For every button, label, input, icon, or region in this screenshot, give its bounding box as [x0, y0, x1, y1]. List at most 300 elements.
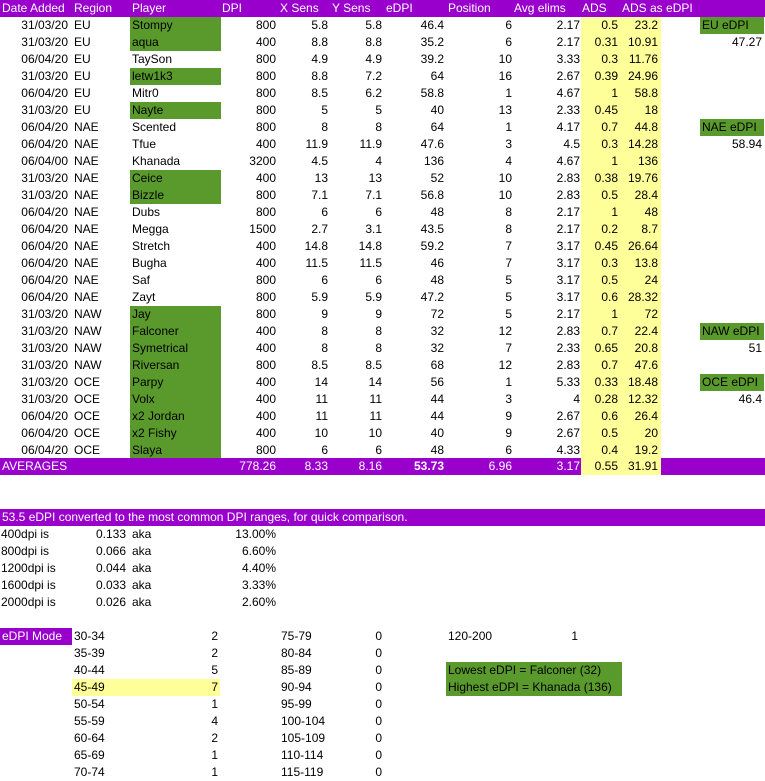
cell-dpi: 800	[255, 86, 276, 100]
cell-x-sens: 8.5	[311, 358, 328, 372]
region-edpi-label: NAW eDPI	[700, 323, 764, 340]
cell-player: Slaya	[130, 442, 221, 459]
cell-position: 12	[498, 324, 512, 338]
cell-avg-elims: 2.67	[556, 409, 580, 423]
cell-player: Bizzle	[130, 187, 221, 204]
column-header: ADS as eDPI	[622, 1, 693, 15]
highest-edpi: Highest eDPI = Khanada (136)	[446, 679, 622, 696]
column-header: Position	[448, 1, 491, 15]
cell-ads-edpi: 19.76	[627, 171, 658, 185]
cell-ads: 0.28	[594, 392, 618, 406]
cell-date: 31/03/20	[21, 18, 68, 32]
cell-y-sens: 6	[375, 443, 382, 457]
column-header: eDPI	[386, 1, 413, 15]
cell-ads-edpi: 136	[637, 154, 658, 168]
conv-value: 0.133	[95, 527, 126, 541]
cell-dpi: 3200	[249, 154, 276, 168]
cell-date: 06/04/20	[21, 52, 68, 66]
cell-region: EU	[74, 86, 91, 100]
cell-edpi: 64	[430, 120, 444, 134]
cell-ads: 0.39	[594, 69, 618, 83]
cell-date: 06/04/20	[21, 443, 68, 457]
cell-date: 06/04/20	[21, 222, 68, 236]
cell-date: 06/04/00	[21, 154, 68, 168]
cell-dpi: 400	[255, 409, 276, 423]
conv-aka: aka	[132, 578, 152, 592]
cell-ads-edpi: 47.6	[634, 358, 658, 372]
cell-y-sens: 6	[375, 273, 382, 287]
cell-date: 06/04/20	[21, 426, 68, 440]
conv-label: 800dpi is	[1, 544, 50, 558]
cell-x-sens: 8.8	[311, 69, 328, 83]
column-header: Date Added	[2, 1, 65, 15]
cell-x-sens: 5.9	[311, 290, 328, 304]
cell-player: Stretch	[132, 239, 171, 253]
cell-position: 9	[505, 409, 512, 423]
cell-date: 31/03/20	[21, 35, 68, 49]
mode-range: 70-74	[74, 765, 105, 779]
cell-dpi: 800	[255, 307, 276, 321]
cell-ads-edpi: 22.4	[634, 324, 658, 338]
cell-position: 6	[505, 18, 512, 32]
mode-range: 110-114	[281, 748, 324, 762]
cell-avg-elims: 2.67	[556, 69, 580, 83]
cell-ads-edpi: 11.76	[628, 52, 658, 66]
cell-y-sens: 6	[375, 205, 382, 219]
cell-edpi: 48	[430, 273, 444, 287]
cell-dpi: 800	[255, 69, 276, 83]
conv-value: 0.066	[95, 544, 126, 558]
cell-y-sens: 14	[368, 375, 382, 389]
cell-region: NAW	[74, 307, 102, 321]
cell-avg-elims: 2.17	[556, 205, 580, 219]
cell-avg-elims: 3.17	[556, 239, 580, 253]
cell-y-sens: 7.2	[365, 69, 382, 83]
cell-dpi: 400	[255, 392, 276, 406]
cell-region: EU	[74, 35, 91, 49]
cell-date: 31/03/20	[21, 307, 68, 321]
cell-ads: 0.45	[594, 103, 618, 117]
cell-edpi: 43.5	[420, 222, 444, 236]
cell-edpi: 136	[423, 154, 444, 168]
mode-count: 0	[375, 765, 382, 779]
mode-range: 55-59	[74, 714, 105, 728]
mode-count: 0	[375, 680, 382, 694]
cell-region: OCE	[74, 375, 101, 389]
region-edpi-label: OCE eDPI	[700, 374, 764, 391]
cell-dpi: 400	[255, 341, 276, 355]
cell-avg-elims: 2.83	[556, 358, 580, 372]
mode-range: 35-39	[74, 646, 105, 660]
cell-player: Dubs	[132, 205, 161, 219]
cell-edpi: 46	[430, 256, 444, 270]
cell-y-sens: 11	[369, 409, 382, 423]
cell-region: NAE	[74, 171, 99, 185]
cell-position: 13	[498, 103, 512, 117]
lowest-edpi: Lowest eDPI = Falconer (32)	[446, 662, 622, 679]
cell-edpi: 46.4	[420, 18, 444, 32]
cell-region: EU	[74, 18, 91, 32]
avg-ads: 0.55	[594, 459, 618, 473]
mode-range: 65-69	[74, 748, 105, 762]
cell-edpi: 58.8	[420, 86, 444, 100]
conv-value: 0.044	[95, 561, 126, 575]
cell-dpi: 400	[255, 426, 276, 440]
cell-position: 16	[498, 69, 512, 83]
cell-avg-elims: 4.67	[556, 86, 580, 100]
cell-player: Mitr0	[132, 86, 159, 100]
cell-dpi: 400	[255, 375, 276, 389]
cell-player: letw1k3	[130, 68, 221, 85]
cell-position: 4	[505, 154, 512, 168]
cell-dpi: 400	[255, 35, 276, 49]
cell-ads: 0.5	[601, 188, 618, 202]
cell-x-sens: 8	[321, 120, 328, 134]
conv-aka: aka	[132, 527, 152, 541]
mode-range: 100-104	[281, 714, 326, 728]
conv-percent: 4.40%	[241, 561, 276, 575]
cell-ads-edpi: 10.91	[627, 35, 658, 49]
cell-position: 7	[505, 256, 512, 270]
cell-region: OCE	[74, 409, 101, 423]
cell-position: 10	[498, 188, 512, 202]
region-edpi-label: EU eDPI	[700, 17, 764, 34]
cell-y-sens: 11	[369, 392, 382, 406]
cell-edpi: 44	[430, 409, 444, 423]
mode-count: 0	[375, 646, 382, 660]
mode-count: 0	[375, 697, 382, 711]
conv-percent: 6.60%	[241, 544, 276, 558]
conv-aka: aka	[132, 561, 152, 575]
conversion-title-bar	[0, 509, 765, 526]
cell-player: Symetrical	[130, 340, 221, 357]
cell-region: NAE	[74, 154, 99, 168]
cell-dpi: 800	[255, 273, 276, 287]
cell-position: 5	[505, 290, 512, 304]
mode-range: 40-44	[74, 663, 105, 677]
mode-range: 105-109	[281, 731, 326, 745]
cell-date: 06/04/20	[21, 239, 68, 253]
cell-ads-edpi: 24	[644, 273, 658, 287]
conv-aka: aka	[132, 595, 152, 609]
cell-avg-elims: 2.17	[556, 35, 580, 49]
cell-player: Saf	[132, 273, 151, 287]
cell-player: Bugha	[132, 256, 167, 270]
cell-dpi: 800	[255, 290, 276, 304]
column-header: DPI	[222, 1, 243, 15]
conv-percent: 13.00%	[235, 527, 276, 541]
cell-ads-edpi: 26.64	[627, 239, 658, 253]
cell-avg-elims: 2.33	[556, 103, 580, 117]
mode-count: 1	[571, 629, 578, 643]
mode-count: 1	[211, 765, 218, 779]
cell-dpi: 400	[255, 137, 276, 151]
cell-position: 6	[505, 35, 512, 49]
cell-player: x2 Jordan	[130, 408, 221, 425]
cell-ads: 0.3	[601, 256, 618, 270]
cell-player: x2 Fishy	[130, 425, 221, 442]
cell-edpi: 48	[430, 205, 444, 219]
cell-player: Nayte	[130, 102, 221, 119]
cell-dpi: 400	[255, 324, 276, 338]
cell-position: 3	[505, 137, 512, 151]
cell-x-sens: 14	[314, 375, 328, 389]
cell-ads: 0.3	[601, 52, 618, 66]
cell-ads: 1	[611, 154, 618, 168]
cell-avg-elims: 4.67	[556, 154, 580, 168]
cell-date: 06/04/20	[21, 86, 68, 100]
cell-dpi: 800	[255, 443, 276, 457]
cell-ads: 0.33	[594, 375, 618, 389]
cell-y-sens: 5.9	[365, 290, 382, 304]
cell-avg-elims: 2.83	[556, 324, 580, 338]
cell-x-sens: 8	[321, 324, 328, 338]
mode-range: 90-94	[281, 680, 312, 694]
cell-y-sens: 5	[375, 103, 382, 117]
conv-label: 2000dpi is	[1, 595, 56, 609]
cell-x-sens: 5.8	[311, 18, 328, 32]
mode-range: 115-119	[281, 765, 324, 779]
cell-dpi: 800	[255, 205, 276, 219]
cell-avg-elims: 4.5	[563, 137, 580, 151]
cell-y-sens: 8	[375, 341, 382, 355]
region-edpi-value: 46.4	[738, 392, 762, 406]
cell-dpi: 800	[255, 120, 276, 134]
cell-edpi: 52	[430, 171, 444, 185]
mode-count: 0	[375, 629, 382, 643]
cell-region: NAW	[74, 324, 102, 338]
cell-region: NAE	[74, 188, 99, 202]
cell-avg-elims: 4.33	[556, 443, 580, 457]
cell-edpi: 48	[430, 443, 444, 457]
cell-avg-elims: 4	[573, 392, 580, 406]
cell-player: Jay	[130, 306, 221, 323]
mode-count: 2	[211, 646, 218, 660]
cell-date: 31/03/20	[21, 69, 68, 83]
cell-player: Ceice	[130, 170, 221, 187]
cell-ads-edpi: 72	[644, 307, 658, 321]
cell-edpi: 35.2	[420, 35, 444, 49]
cell-region: EU	[74, 52, 91, 66]
cell-region: NAE	[74, 120, 99, 134]
column-header: X Sens	[280, 1, 319, 15]
cell-ads: 0.3	[601, 137, 618, 151]
cell-ads-edpi: 28.32	[627, 290, 658, 304]
cell-date: 31/03/20	[21, 103, 68, 117]
cell-y-sens: 13	[368, 171, 382, 185]
cell-edpi: 40	[430, 426, 444, 440]
cell-edpi: 44	[430, 392, 444, 406]
cell-region: NAE	[74, 273, 99, 287]
cell-position: 7	[505, 239, 512, 253]
avg-x-sens: 8.33	[304, 459, 328, 473]
cell-date: 31/03/20	[21, 171, 68, 185]
cell-ads-edpi: 19.2	[634, 443, 658, 457]
avg-label: AVERAGES	[2, 459, 68, 473]
mode-count: 4	[211, 714, 218, 728]
cell-ads: 0.5	[601, 18, 618, 32]
mode-count: 0	[375, 714, 382, 728]
cell-ads: 0.4	[601, 443, 618, 457]
cell-date: 06/04/20	[21, 256, 68, 270]
mode-count: 0	[375, 663, 382, 677]
cell-ads: 0.2	[601, 222, 618, 236]
cell-x-sens: 6	[321, 205, 328, 219]
cell-x-sens: 6	[321, 443, 328, 457]
cell-date: 06/04/20	[21, 205, 68, 219]
cell-player: Khanada	[132, 154, 181, 168]
cell-ads-edpi: 13.8	[634, 256, 658, 270]
mode-count: 7	[211, 680, 218, 694]
cell-dpi: 1500	[249, 222, 276, 236]
cell-region: OCE	[74, 426, 101, 440]
cell-y-sens: 8	[375, 324, 382, 338]
mode-range: 95-99	[281, 697, 312, 711]
cell-ads: 0.6	[601, 409, 618, 423]
cell-ads: 0.5	[601, 426, 618, 440]
cell-ads: 1	[611, 307, 618, 321]
avg-elims: 3.17	[556, 459, 580, 473]
mode-count: 5	[211, 663, 218, 677]
cell-edpi: 59.2	[420, 239, 444, 253]
cell-player: Falconer	[130, 323, 221, 340]
cell-region: NAE	[74, 256, 99, 270]
cell-date: 31/03/20	[21, 375, 68, 389]
region-edpi-value: 47.27	[731, 35, 762, 49]
mode-range: 50-54	[74, 697, 105, 711]
cell-dpi: 400	[255, 256, 276, 270]
cell-y-sens: 14.8	[358, 239, 382, 253]
cell-avg-elims: 2.83	[556, 171, 580, 185]
column-header: Region	[74, 1, 113, 15]
cell-region: NAE	[74, 205, 99, 219]
cell-y-sens: 4	[375, 154, 382, 168]
cell-dpi: 400	[255, 239, 276, 253]
cell-x-sens: 9	[321, 307, 328, 321]
cell-dpi: 800	[255, 52, 276, 66]
mode-count: 1	[211, 697, 218, 711]
region-edpi-value: 58.94	[731, 137, 762, 151]
cell-x-sens: 14.8	[304, 239, 328, 253]
mode-range: 45-49	[74, 680, 105, 694]
cell-y-sens: 7.1	[365, 188, 382, 202]
mode-range: 60-64	[74, 731, 105, 745]
cell-avg-elims: 2.67	[556, 426, 580, 440]
conv-aka: aka	[132, 544, 152, 558]
cell-y-sens: 8.8	[365, 35, 382, 49]
cell-avg-elims: 2.17	[556, 307, 580, 321]
cell-player: Riversan	[130, 357, 221, 374]
cell-y-sens: 6.2	[365, 86, 382, 100]
cell-ads: 1	[611, 205, 618, 219]
mode-count: 0	[375, 731, 382, 745]
cell-x-sens: 6	[321, 273, 328, 287]
cell-y-sens: 3.1	[365, 222, 382, 236]
cell-ads: 0.38	[594, 171, 618, 185]
cell-y-sens: 9	[375, 307, 382, 321]
cell-avg-elims: 4.17	[556, 120, 580, 134]
cell-y-sens: 4.9	[365, 52, 382, 66]
cell-player: Megga	[132, 222, 169, 236]
cell-edpi: 64	[430, 69, 444, 83]
mode-count: 2	[211, 731, 218, 745]
avg-dpi: 778.26	[239, 459, 276, 473]
cell-x-sens: 11	[315, 409, 328, 423]
cell-avg-elims: 2.17	[556, 222, 580, 236]
cell-position: 8	[505, 205, 512, 219]
conv-label: 400dpi is	[1, 527, 50, 541]
column-header: ADS	[582, 1, 607, 15]
cell-edpi: 32	[430, 324, 444, 338]
cell-position: 1	[505, 86, 512, 100]
cell-player: Parpy	[130, 374, 221, 391]
cell-date: 31/03/20	[21, 341, 68, 355]
cell-y-sens: 8	[375, 120, 382, 134]
cell-date: 31/03/20	[21, 358, 68, 372]
cell-dpi: 800	[255, 103, 276, 117]
cell-position: 3	[505, 392, 512, 406]
cell-x-sens: 2.7	[311, 222, 328, 236]
cell-date: 06/04/20	[21, 273, 68, 287]
avg-ads-edpi: 31.91	[627, 459, 658, 473]
cell-region: EU	[74, 69, 91, 83]
cell-avg-elims: 3.17	[556, 290, 580, 304]
edpi-mode-label: eDPI Mode	[0, 628, 72, 645]
cell-player: Stompy	[130, 17, 221, 34]
cell-edpi: 39.2	[420, 52, 444, 66]
region-edpi-label: NAE eDPI	[700, 119, 764, 136]
column-header: Player	[132, 1, 167, 15]
cell-avg-elims: 3.17	[556, 273, 580, 287]
mode-range: 75-79	[281, 629, 312, 643]
cell-y-sens: 5.8	[365, 18, 382, 32]
cell-dpi: 400	[255, 171, 276, 185]
cell-y-sens: 11.5	[359, 256, 382, 270]
cell-position: 10	[498, 52, 512, 66]
conv-value: 0.033	[95, 578, 126, 592]
cell-edpi: 72	[430, 307, 444, 321]
cell-position: 5	[505, 273, 512, 287]
cell-position: 1	[505, 120, 512, 134]
avg-edpi: 53.73	[413, 459, 444, 473]
mode-count: 2	[211, 629, 218, 643]
cell-ads-edpi: 20	[644, 426, 658, 440]
avg-y-sens: 8.16	[358, 459, 382, 473]
cell-ads-edpi: 20.8	[634, 341, 658, 355]
column-header: Avg elims	[514, 1, 566, 15]
cell-avg-elims: 2.33	[556, 341, 580, 355]
avg-position: 6.96	[488, 459, 512, 473]
cell-x-sens: 13	[314, 171, 328, 185]
mode-range: 85-89	[281, 663, 312, 677]
cell-y-sens: 10	[368, 426, 382, 440]
cell-ads: 1	[611, 86, 618, 100]
conv-percent: 2.60%	[241, 595, 276, 609]
cell-edpi: 68	[430, 358, 444, 372]
cell-date: 31/03/20	[21, 392, 68, 406]
cell-date: 31/03/20	[21, 324, 68, 338]
cell-x-sens: 7.1	[311, 188, 328, 202]
conversion-title: 53.5 eDPI converted to the most common DPI ranges, for quick comparison.	[2, 510, 408, 524]
cell-x-sens: 11	[315, 392, 328, 406]
cell-edpi: 47.2	[420, 290, 444, 304]
cell-x-sens: 11.5	[305, 256, 328, 270]
cell-date: 06/04/20	[21, 137, 68, 151]
mode-count: 0	[375, 748, 382, 762]
cell-ads-edpi: 28.4	[634, 188, 658, 202]
cell-x-sens: 8.8	[311, 35, 328, 49]
cell-region: NAE	[74, 222, 99, 236]
